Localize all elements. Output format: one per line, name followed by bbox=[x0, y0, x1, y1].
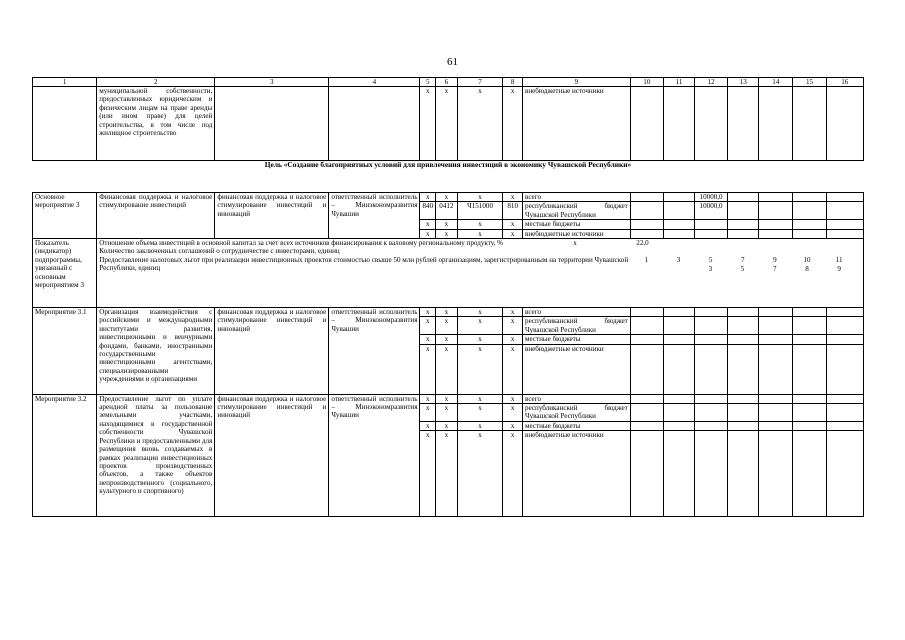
indicator-value: 7 bbox=[773, 265, 777, 274]
cell-c6: x bbox=[436, 193, 458, 202]
cell-x: x bbox=[503, 404, 523, 422]
col-num: 14 bbox=[759, 78, 793, 87]
event-3-2-row bbox=[33, 394, 864, 403]
event-3-1-exec: ответственный исполнитель – Минэкономразвития Чувашии bbox=[329, 308, 420, 395]
cont-description: муниципальной собственности, предоставленных юридическим и физическим лицам на праве аренды (или ином праве) для целей строительства, в том числе под жилищное строительство bbox=[97, 87, 215, 161]
cell-c5: x bbox=[420, 193, 436, 202]
cell-x: x bbox=[457, 421, 503, 430]
cell-x: x bbox=[436, 394, 458, 403]
funding-source: республиканский бюджет Чувашской Республики bbox=[523, 404, 631, 422]
indicator-label: Показатель (индикатор) подпрограммы, увязанный с основным мероприятием 3 bbox=[33, 239, 97, 308]
cell-c7: x bbox=[457, 220, 503, 229]
cell-x: x bbox=[457, 87, 503, 161]
col-num: 10 bbox=[630, 78, 663, 87]
cell-c5: x bbox=[420, 229, 436, 238]
cell-x: x bbox=[457, 344, 503, 394]
cell-x: x bbox=[420, 317, 436, 335]
col-num: 16 bbox=[826, 78, 863, 87]
cell-x: x bbox=[436, 87, 458, 161]
cell-x: x bbox=[457, 335, 503, 344]
cell-x: x bbox=[420, 344, 436, 394]
indicator-row bbox=[33, 239, 864, 308]
col-num: 15 bbox=[793, 78, 826, 87]
event-3-1-desc: Организация взаимодействия с российскими и международными институтами развития, инвестиционными и венчурными фондами, банками, иностранными государственными инвестиционными агентствами, специализированными учреждениями и организациями bbox=[97, 308, 215, 395]
cell-x: x bbox=[457, 394, 503, 403]
cell-c6: x bbox=[436, 220, 458, 229]
cell-x: x bbox=[503, 344, 523, 394]
continuation-row bbox=[33, 87, 864, 161]
page-number: 61 bbox=[447, 56, 458, 68]
cell-x: x bbox=[503, 431, 523, 517]
indicator-value: 3 bbox=[708, 265, 713, 274]
funding-source: внебюджетные источники bbox=[523, 344, 631, 394]
col-num: 6 bbox=[436, 78, 458, 87]
indicator-value: 8 bbox=[805, 265, 809, 274]
cell-x: x bbox=[420, 335, 436, 344]
funding-source: республиканский бюджет Чувашской Республики bbox=[523, 202, 631, 220]
cell-x: x bbox=[503, 421, 523, 430]
col-num: 9 bbox=[523, 78, 631, 87]
cell-c7: x bbox=[457, 193, 503, 202]
col-num: 7 bbox=[457, 78, 503, 87]
indicator-value: 9 bbox=[837, 265, 841, 274]
cell-x: x bbox=[420, 87, 436, 161]
col-num: 1 bbox=[33, 78, 97, 87]
cell-x: x bbox=[503, 394, 523, 403]
cell-c8: 810 bbox=[503, 202, 523, 220]
cell-x: x bbox=[457, 308, 503, 317]
cell-c8: x bbox=[503, 229, 523, 238]
col-num: 11 bbox=[663, 78, 694, 87]
cell-x: x bbox=[420, 431, 436, 517]
event-3-2-label: Мероприятие 3.2 bbox=[33, 394, 97, 517]
funding-source: республиканский бюджет Чувашской Республики bbox=[523, 317, 631, 335]
funding-source: местные бюджеты bbox=[523, 335, 631, 344]
goal-heading: Цель «Создание благоприятных условий для привлечения инвестиций в экономику Чувашской Республики» bbox=[264, 160, 632, 169]
cell-x: x bbox=[436, 344, 458, 394]
cell-x: x bbox=[436, 335, 458, 344]
col-num: 4 bbox=[329, 78, 420, 87]
indicator-value: 3 bbox=[676, 256, 681, 265]
goal-row bbox=[33, 161, 864, 193]
cell-c5: 840 bbox=[420, 202, 436, 220]
cell-x: x bbox=[503, 335, 523, 344]
event-3-2-desc: Предоставление льгот по уплате арендной платы за пользование земельными участками, находящимися в государственной собственности Чувашской Республики и предоставленными для размещения вновь создаваемых в рамках реализации инвестиционных проектов производственных объектов, а также объектов непроизводственного (социального, культурного и спортивного) bbox=[97, 394, 215, 517]
indicator-value: 7 bbox=[740, 256, 745, 265]
main-event-task: финансовая поддержка и налоговое стимулирование инвестиций и инноваций bbox=[215, 193, 329, 239]
event-3-1-task: финансовая поддержка и налоговое стимулирование инвестиций и инноваций bbox=[215, 308, 329, 395]
funding-source: местные бюджеты bbox=[523, 421, 631, 430]
col-num: 3 bbox=[215, 78, 329, 87]
cell-c12: 10000,0 bbox=[695, 202, 728, 220]
indicator-line3: Предоставление налоговых льгот при реализации инвестиционных проектов стоимостью свыше 50 млн рублей организациям, зарегистрированным на территории Чувашской Республики, единиц bbox=[99, 255, 629, 273]
indicator-value: 1 bbox=[644, 256, 649, 265]
cell-c5: x bbox=[420, 220, 436, 229]
main-event-exec: ответственный исполнитель – Минэкономразвития Чувашии bbox=[329, 193, 420, 239]
funding-source: всего bbox=[523, 308, 631, 317]
funding-source: местные бюджеты bbox=[523, 220, 631, 229]
cell-x: x bbox=[420, 404, 436, 422]
funding-source: всего bbox=[523, 394, 631, 403]
cell-x: x bbox=[503, 317, 523, 335]
cell-c7: Ч151000 bbox=[457, 202, 503, 220]
cell-c8: x bbox=[503, 220, 523, 229]
indicator-value: 5 bbox=[740, 265, 745, 274]
cell-c12: 10000,0 bbox=[695, 193, 728, 202]
indicator-x: x bbox=[573, 239, 577, 248]
funding-source: внебюджетные источники bbox=[523, 431, 631, 517]
column-number-row bbox=[33, 78, 864, 87]
indicator-value: 9 bbox=[773, 256, 777, 265]
indicator-c10: 22,0 bbox=[636, 239, 649, 248]
cell-x: x bbox=[457, 317, 503, 335]
cell-x: x bbox=[420, 421, 436, 430]
col-num: 12 bbox=[695, 78, 728, 87]
cell-c8: x bbox=[503, 193, 523, 202]
cell-x: x bbox=[436, 421, 458, 430]
col-num: 2 bbox=[97, 78, 215, 87]
cell-c6: x bbox=[436, 229, 458, 238]
col-num: 8 bbox=[503, 78, 523, 87]
cell-x: x bbox=[503, 308, 523, 317]
indicator-value: 10 bbox=[803, 256, 811, 265]
event-3-2-task: финансовая поддержка и налоговое стимулирование инвестиций и инноваций bbox=[215, 394, 329, 517]
cell-c7: x bbox=[457, 229, 503, 238]
cell-x: x bbox=[457, 431, 503, 517]
cell-x: x bbox=[436, 431, 458, 517]
indicator-value: 11 bbox=[835, 256, 843, 265]
col-num: 5 bbox=[420, 78, 436, 87]
indicator-text bbox=[97, 239, 631, 308]
cell-x: x bbox=[503, 87, 523, 161]
funding-source: внебюджетные источники bbox=[523, 229, 631, 238]
event-3-1-row bbox=[33, 308, 864, 317]
event-3-1-label: Мероприятие 3.1 bbox=[33, 308, 97, 395]
indicator-line1: Отношение объема инвестиций в основной капитал за счет всех источников финансирования к валовому региональному продукту, % bbox=[99, 239, 504, 248]
col-num: 13 bbox=[728, 78, 759, 87]
cell-x: x bbox=[420, 308, 436, 317]
cell-x: x bbox=[436, 317, 458, 335]
main-event-label: Основное мероприятие 3 bbox=[33, 193, 97, 239]
cell-c6: 0412 bbox=[436, 202, 458, 220]
funding-source: внебюджетные источники bbox=[523, 87, 631, 161]
funding-source: всего bbox=[523, 193, 631, 202]
cell-x: x bbox=[436, 308, 458, 317]
program-table bbox=[32, 77, 864, 517]
event-3-2-exec: ответственный исполнитель – Минэкономразвития Чувашии bbox=[329, 394, 420, 517]
cell-x: x bbox=[436, 404, 458, 422]
indicator-values bbox=[573, 239, 863, 308]
cell-x: x bbox=[420, 394, 436, 403]
main-event-desc: Финансовая поддержка и налоговое стимулирование инвестиций bbox=[97, 193, 215, 239]
cell-x: x bbox=[457, 404, 503, 422]
indicator-value: 5 bbox=[708, 256, 713, 265]
main-event-row bbox=[33, 193, 864, 202]
indicator-line2: Количество заключенных соглашений о сотрудничестве с инвесторами, единиц bbox=[99, 247, 340, 256]
